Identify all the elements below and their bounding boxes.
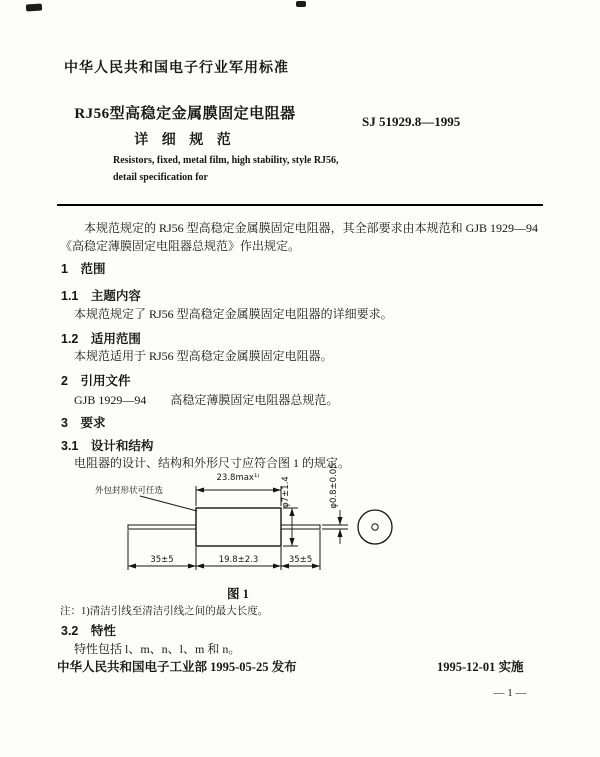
lead-right [281,525,320,529]
lead-left [128,525,196,529]
footer-effective-date: 1995-12-01 实施 [437,660,524,674]
title-line-1: RJ56型高稳定金属膜固定电阻器 [74,106,296,122]
section-3-1-body: 电阻器的设计、结构和外形尺寸应符合图 1 的规定。 [74,456,351,470]
leader-line [140,496,197,511]
resistor-body [196,508,281,546]
title-line-2: 详 细 规 范 [134,133,236,148]
dim-body-length-label: 19.8±2.3 [218,555,259,565]
figure-1-caption: 图 1 [227,587,249,601]
figure-1-drawing [90,460,430,582]
figure-note: 注：1)清洁引线至清洁引线之间的最大长度。 [60,606,269,617]
section-1-1-heading: 1.1 主题内容 [61,289,141,303]
end-view-outer-circle [358,510,392,544]
dim-lead-right-label: 35±5 [288,555,313,565]
dim-overall-length-label: 23.8max¹⁾ [216,473,260,483]
encapsulation-label: 外包封形状可任选 [95,486,164,496]
dim-body-diameter-label: φ7±1.4 [281,476,291,508]
section-1-1-body: 本规范规定了 RJ56 型高稳定金属膜固定电阻器的详细要求。 [74,307,393,321]
section-3-1-heading: 3.1 设计和结构 [61,439,154,453]
scan-artifact [296,1,306,7]
section-3-2-body: 特性包括 l、m、n、l、m 和 n。 [74,642,241,656]
resistor-outline-drawing [90,460,430,582]
section-2-body: GJB 1929—94 高稳定薄膜固定电阻器总规范。 [74,393,339,407]
standard-number: SJ 51929.8—1995 [362,114,461,129]
section-1-heading: 1 范围 [61,262,106,276]
section-1-2-body: 本规范适用于 RJ56 型高稳定金属膜固定电阻器。 [74,349,333,363]
section-3-2-heading: 3.2 特性 [61,624,116,638]
footer-issued-by: 中华人民共和国电子工业部 1995-05-25 发布 [57,660,297,674]
document-title-en [113,152,339,186]
title-en-line-1: Resistors, fixed, metal film, high stability, style RJ56, [113,155,339,166]
scan-artifact [26,3,42,11]
document-title-cn [35,102,335,149]
dim-lead-diameter-label: φ0.8±0.05 [329,463,339,509]
title-en-line-2: detail specification for [113,172,208,183]
section-1-2-heading: 1.2 适用范围 [61,332,141,346]
intro-paragraph: 本规范规定的 RJ56 型高稳定金属膜固定电阻器，其全部要求由本规范和 GJB 1929—94《高稳定薄膜固定电阻器总规范》作出规定。 [60,221,539,253]
dim-lead-left-label: 35±5 [150,555,174,565]
page-number: — 1 — [493,687,527,699]
header-divider [57,204,543,206]
standard-class-heading: 中华人民共和国电子行业军用标准 [64,61,289,76]
section-2-heading: 2 引用文件 [61,374,131,388]
section-3-heading: 3 要求 [61,416,106,430]
end-view-lead-circle [372,524,378,530]
